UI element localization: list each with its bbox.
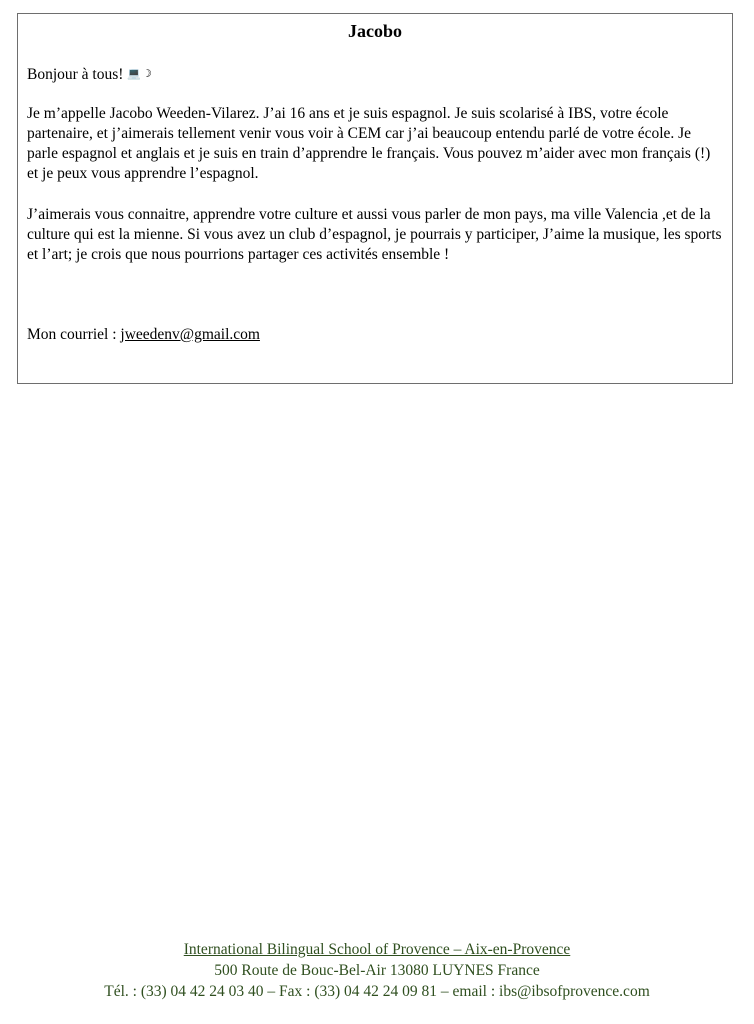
letter-box — [17, 13, 733, 384]
footer — [0, 939, 754, 1002]
paragraph-interests: J’aimerais vous connaitre, apprendre votre culture et aussi vous parler de mon pays, ma ville Valencia ,et de la culture qui est la mienne. Si vous avez un club d’espagnol, je pourrais y participer, J’aime la musique, les sports et l’art; je crois que nous pourrions partager ces activités ensemble ! — [27, 206, 722, 263]
contact-label: Mon courriel : — [27, 326, 121, 343]
footer-contact: Tél. : (33) 04 42 24 03 40 – Fax : (33) 04 42 24 09 81 – email : ibs@ibsofprovence.com — [104, 983, 650, 1000]
greeting — [27, 64, 724, 85]
letter-title: Jacobo — [348, 21, 402, 41]
footer-address: 500 Route de Bouc-Bel-Air 13080 LUYNES France — [214, 962, 540, 979]
paragraph-introduction: Je m’appelle Jacobo Weeden-Vilarez. J’ai 16 ans et je suis espagnol. Je suis scolarisé à IBS, votre école partenaire, et j’aimerais tellement venir vous voir à CEM car j’ai beaucoup entendu parlé de votre école. Je parle espagnol et anglais et je suis en train d’apprendre le français. Vous pouvez m’aider avec mon français (!) et je peux vous apprendre l’espagnol. — [27, 105, 711, 182]
greeting-text: Bonjour à tous! — [27, 66, 124, 83]
contact-line — [27, 325, 724, 345]
computer-moon-icon: 💻☽ — [127, 67, 153, 80]
footer-school-name: International Bilingual School of Provence – Aix-en-Provence — [183, 941, 571, 958]
email-link[interactable]: jweedenv@gmail.com — [120, 326, 260, 343]
